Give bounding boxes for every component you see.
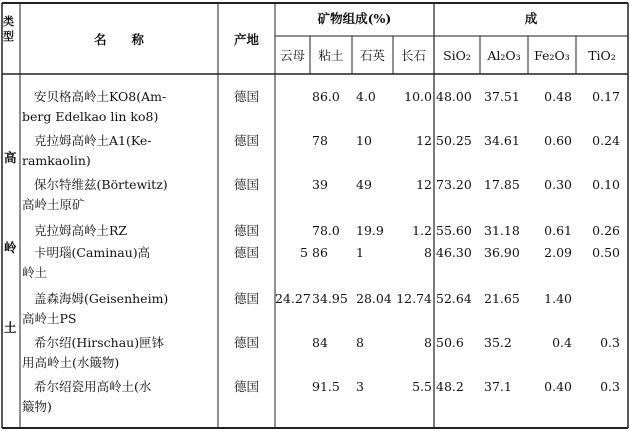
cell-fe2o3: 1.40 xyxy=(544,291,572,306)
cell-al2o3: 31.18 xyxy=(484,223,520,238)
cell-clay: 34.95 xyxy=(312,291,348,306)
cell-al2o3: 37.51 xyxy=(484,89,520,104)
header-al2o3: Al₂O₃ xyxy=(487,48,521,63)
cell-fe2o3: 0.40 xyxy=(544,379,572,394)
cell-al2o3: 21.65 xyxy=(484,291,520,306)
cell-feldspar: 12.74 xyxy=(396,291,432,306)
cell-fe2o3: 0.61 xyxy=(544,223,572,238)
row-name-line-1: 卡明瑙(Caminau)高 xyxy=(34,245,151,260)
header-chem-group: 成 xyxy=(524,11,538,26)
cell-tio2: 0.17 xyxy=(592,89,620,104)
cell-sio2: 55.60 xyxy=(436,223,472,238)
cell-origin: 德国 xyxy=(233,379,259,394)
category-char-1: 高 xyxy=(4,150,17,165)
header-mica: 云母 xyxy=(279,48,305,63)
row-name-line-1: 安贝格高岭土KO8(Am- xyxy=(34,89,167,104)
row-name-line-2: berg Edelkao lin ko8) xyxy=(22,109,159,124)
cell-quartz: 19.9 xyxy=(356,223,384,238)
header-name: 名 称 xyxy=(93,32,144,47)
cell-origin: 德国 xyxy=(233,291,259,306)
cell-origin: 德国 xyxy=(233,223,259,238)
cell-quartz: 28.04 xyxy=(356,291,392,306)
cell-sio2: 48.2 xyxy=(436,379,464,394)
row-name-line-2: 用高岭土(水簸物) xyxy=(22,355,120,370)
cell-origin: 德国 xyxy=(233,89,259,104)
row-name-line-1: 希尔绍瓷用高岭土(水 xyxy=(34,379,152,394)
cell-origin: 德国 xyxy=(233,177,259,192)
cell-feldspar: 8 xyxy=(424,335,432,350)
header-tio2: TiO₂ xyxy=(588,48,616,63)
cell-feldspar: 12 xyxy=(416,177,432,192)
cell-feldspar: 5.5 xyxy=(412,379,432,394)
cell-clay: 78.0 xyxy=(312,223,340,238)
row-name-line-2: ramkaolin) xyxy=(22,153,91,168)
header-origin: 产地 xyxy=(233,32,259,47)
cell-feldspar: 10.0 xyxy=(404,89,432,104)
cell-origin: 德国 xyxy=(233,335,259,350)
cell-feldspar: 1.2 xyxy=(412,223,432,238)
cell-quartz: 1 xyxy=(356,245,364,260)
header-feldspar: 长石 xyxy=(400,48,426,63)
cell-tio2: 0.3 xyxy=(600,335,620,350)
cell-quartz: 8 xyxy=(356,335,364,350)
cell-feldspar: 12 xyxy=(416,133,432,148)
cell-origin: 德国 xyxy=(233,133,259,148)
cell-clay: 84 xyxy=(312,335,328,350)
cell-clay: 86.0 xyxy=(312,89,340,104)
cell-al2o3: 34.61 xyxy=(484,133,520,148)
cell-sio2: 52.64 xyxy=(436,291,472,306)
cell-fe2o3: 0.30 xyxy=(544,177,572,192)
row-name-line-2: 岭土 xyxy=(22,265,48,280)
header-type: 类型 xyxy=(3,15,14,43)
cell-clay: 39 xyxy=(312,177,328,192)
row-name-line-1: 保尔特维兹(Börtewitz) xyxy=(34,177,168,192)
cell-fe2o3: 0.4 xyxy=(552,335,572,350)
row-name-line-1: 盖森海姆(Geisenheim) xyxy=(34,291,169,306)
row-name-line-1: 希尔绍(Hirschau)匣钵 xyxy=(34,335,165,350)
cell-fe2o3: 0.48 xyxy=(544,89,572,104)
row-name-line-2: 高岭土PS xyxy=(22,311,77,326)
cell-quartz: 10 xyxy=(356,133,372,148)
header-quartz: 石英 xyxy=(359,48,385,63)
cell-sio2: 73.20 xyxy=(436,177,472,192)
cell-clay: 86 xyxy=(312,245,328,260)
header-sio2: SiO₂ xyxy=(443,48,471,63)
cell-sio2: 50.6 xyxy=(436,335,464,350)
cell-mica: 5 xyxy=(300,245,308,260)
cell-tio2: 0.10 xyxy=(592,177,620,192)
cell-fe2o3: 0.60 xyxy=(544,133,572,148)
cell-origin: 德国 xyxy=(233,245,259,260)
cell-mica: 24.27 xyxy=(275,291,311,306)
row-name-line-2: 簸物) xyxy=(22,399,52,414)
cell-tio2: 0.50 xyxy=(592,245,620,260)
row-name-line-2: 高岭土原矿 xyxy=(22,197,85,212)
cell-quartz: 49 xyxy=(356,177,372,192)
cell-al2o3: 36.90 xyxy=(484,245,520,260)
cell-quartz: 4.0 xyxy=(356,89,376,104)
cell-clay: 78 xyxy=(312,133,328,148)
cell-tio2: 0.26 xyxy=(592,223,620,238)
row-name-line-1: 克拉姆高岭土RZ xyxy=(34,223,128,238)
row-name-line-1: 克拉姆高岭土A1(Ke- xyxy=(34,133,152,148)
cell-fe2o3: 2.09 xyxy=(544,245,572,260)
header-mineral-group: 矿物组成(%) xyxy=(317,11,392,26)
cell-tio2: 0.3 xyxy=(600,379,620,394)
cell-sio2: 50.25 xyxy=(436,133,472,148)
cell-sio2: 48.00 xyxy=(436,89,472,104)
cell-sio2: 46.30 xyxy=(436,245,472,260)
category-char-2: 岭 xyxy=(4,240,17,255)
category-char-3: 土 xyxy=(4,320,17,335)
cell-al2o3: 17.85 xyxy=(484,177,520,192)
cell-tio2: 0.24 xyxy=(592,133,620,148)
header-clay: 粘土 xyxy=(318,48,344,63)
cell-al2o3: 37.1 xyxy=(484,379,512,394)
cell-clay: 91.5 xyxy=(312,379,340,394)
cell-al2o3: 35.2 xyxy=(484,335,512,350)
header-fe2o3: Fe₂O₃ xyxy=(534,48,570,63)
cell-feldspar: 8 xyxy=(424,245,432,260)
cell-quartz: 3 xyxy=(356,379,364,394)
